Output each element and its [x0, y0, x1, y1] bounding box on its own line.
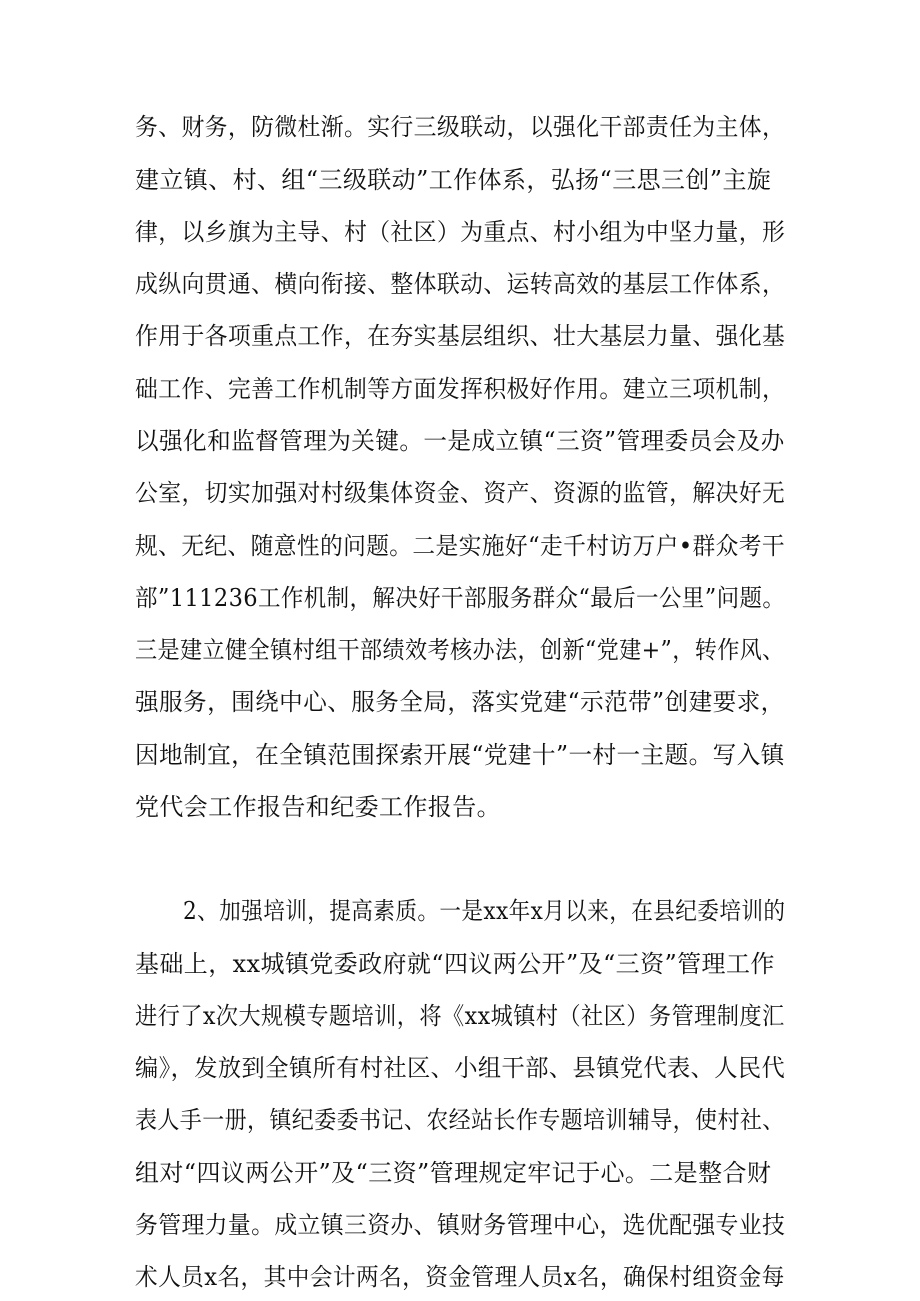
paragraph-1-line: 作用于各项重点工作，在夯实基层组织、壮大基层力量、强化基: [135, 322, 786, 350]
paragraph-1-line: 部”111236工作机制，解决好干部服务群众“最后一公里”问题。: [135, 584, 786, 612]
paragraph-1-line: 成纵向贯通、横向衔接、整体联动、运转高效的基层工作体系，: [135, 270, 786, 298]
paragraph-1-line: 公室，切实加强对村级集体资金、资产、资源的监管，解决好无: [135, 479, 786, 507]
paragraph-1-line: 律，以乡旗为主导、村（社区）为重点、村小组为中坚力量，形: [135, 218, 786, 246]
paragraph-1-line: 建立镇、村、组“三级联动”工作体系，弘扬“三思三创”主旋: [135, 166, 772, 194]
paragraph-2-line: 进行了x次大规模专题培训，将《xx城镇村（社区）务管理制度汇: [135, 1002, 785, 1030]
paragraph-1-line: 因地制宜，在全镇范围探索开展“党建十”一村一主题。写入镇: [135, 741, 785, 769]
paragraph-1-line: 三是建立健全镇村组干部绩效考核办法，创新“党建+”，转作风、: [135, 636, 785, 664]
paragraph-1-line: 规、无纪、随意性的问题。二是实施好“走千村访万户•群众考干: [135, 532, 786, 560]
paragraph-2-line: 务管理力量。成立镇三资办、镇财务管理中心，选优配强专业技: [135, 1211, 786, 1239]
paragraph-1-line: 务、财务，防微杜渐。实行三级联动，以强化干部责任为主体，: [135, 113, 786, 141]
paragraph-1-line: 以强化和监督管理为关键。一是成立镇“三资”管理委员会及办: [135, 427, 785, 455]
paragraph-2-line: 表人手一册，镇纪委委书记、农经站长作专题培训辅导，使村社、: [135, 1106, 785, 1134]
paragraph-2-line: 组对“四议两公开”及“三资”管理规定牢记于心。二是整合财: [135, 1159, 772, 1187]
paragraph-2-line: 术人员x名，其中会计两名，资金管理人员x名，确保村组资金每: [135, 1263, 785, 1291]
paragraph-2-line: 编》，发放到全镇所有村社区、小组干部、县镇党代表、人民代: [135, 1054, 786, 1082]
paragraph-1-line: 党代会工作报告和纪委工作报告。: [135, 793, 501, 821]
paragraph-2-line: 2、加强培训，提高素质。一是xx年x月以来，在县纪委培训的: [183, 897, 786, 925]
paragraph-1-line: 强服务，围绕中心、服务全局，落实党建“示范带”创建要求，: [135, 688, 785, 716]
paragraph-1-line: 础工作、完善工作机制等方面发挥积极好作用。建立三项机制，: [135, 375, 786, 403]
paragraph-2-line: 基础上，xx城镇党委政府就“四议两公开”及“三资”管理工作: [135, 950, 775, 978]
